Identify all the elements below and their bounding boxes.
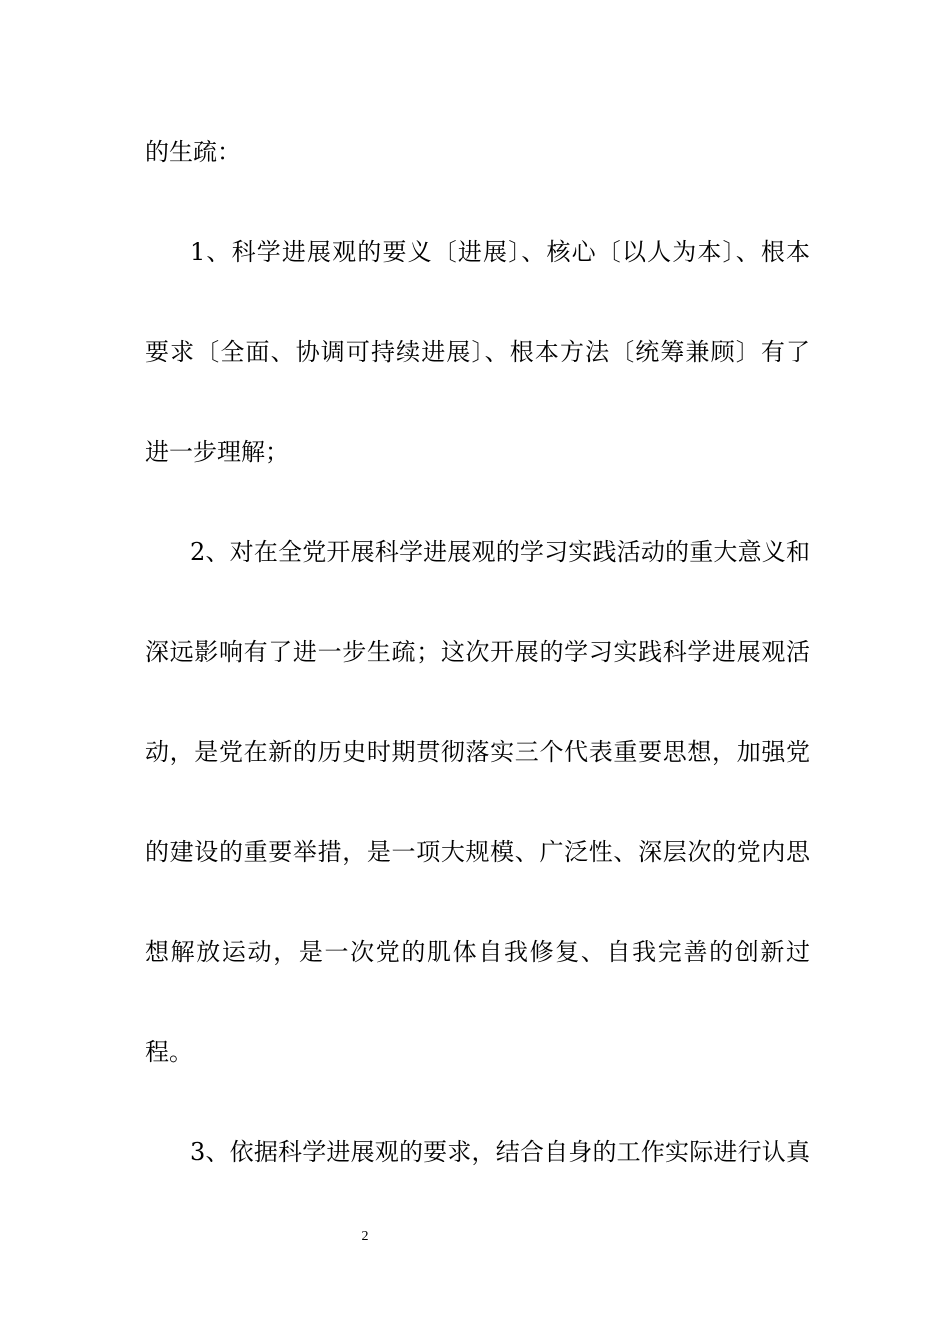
text-line: 想解放运动，是一次党的肌体自我修复、自我完善的创新过 (145, 938, 810, 966)
text-line: 要求〔全面、协调可持续进展〕、根本方法〔统筹兼顾〕有了 (145, 338, 810, 366)
text-line: 动，是党在新的历史时期贯彻落实三个代表重要思想，加强党 (145, 738, 810, 766)
text-line: 程。 (145, 1038, 193, 1066)
page-number: 2 (361, 1229, 369, 1244)
text-line: 3、依据科学进展观的要求，结合自身的工作实际进行认真 (190, 1138, 810, 1166)
text-line: 的生疏： (145, 138, 241, 166)
text-line: 2、对在全党开展科学进展观的学习实践活动的重大意义和 (190, 538, 810, 566)
text-line: 进一步理解； (145, 438, 289, 466)
text-line: 深远影响有了进一步生疏；这次开展的学习实践科学进展观活 (145, 638, 810, 666)
text-line: 1、科学进展观的要义〔进展〕、核心〔以人为本〕、根本 (190, 238, 810, 266)
text-line: 的建设的重要举措，是一项大规模、广泛性、深层次的党内思 (145, 838, 810, 866)
